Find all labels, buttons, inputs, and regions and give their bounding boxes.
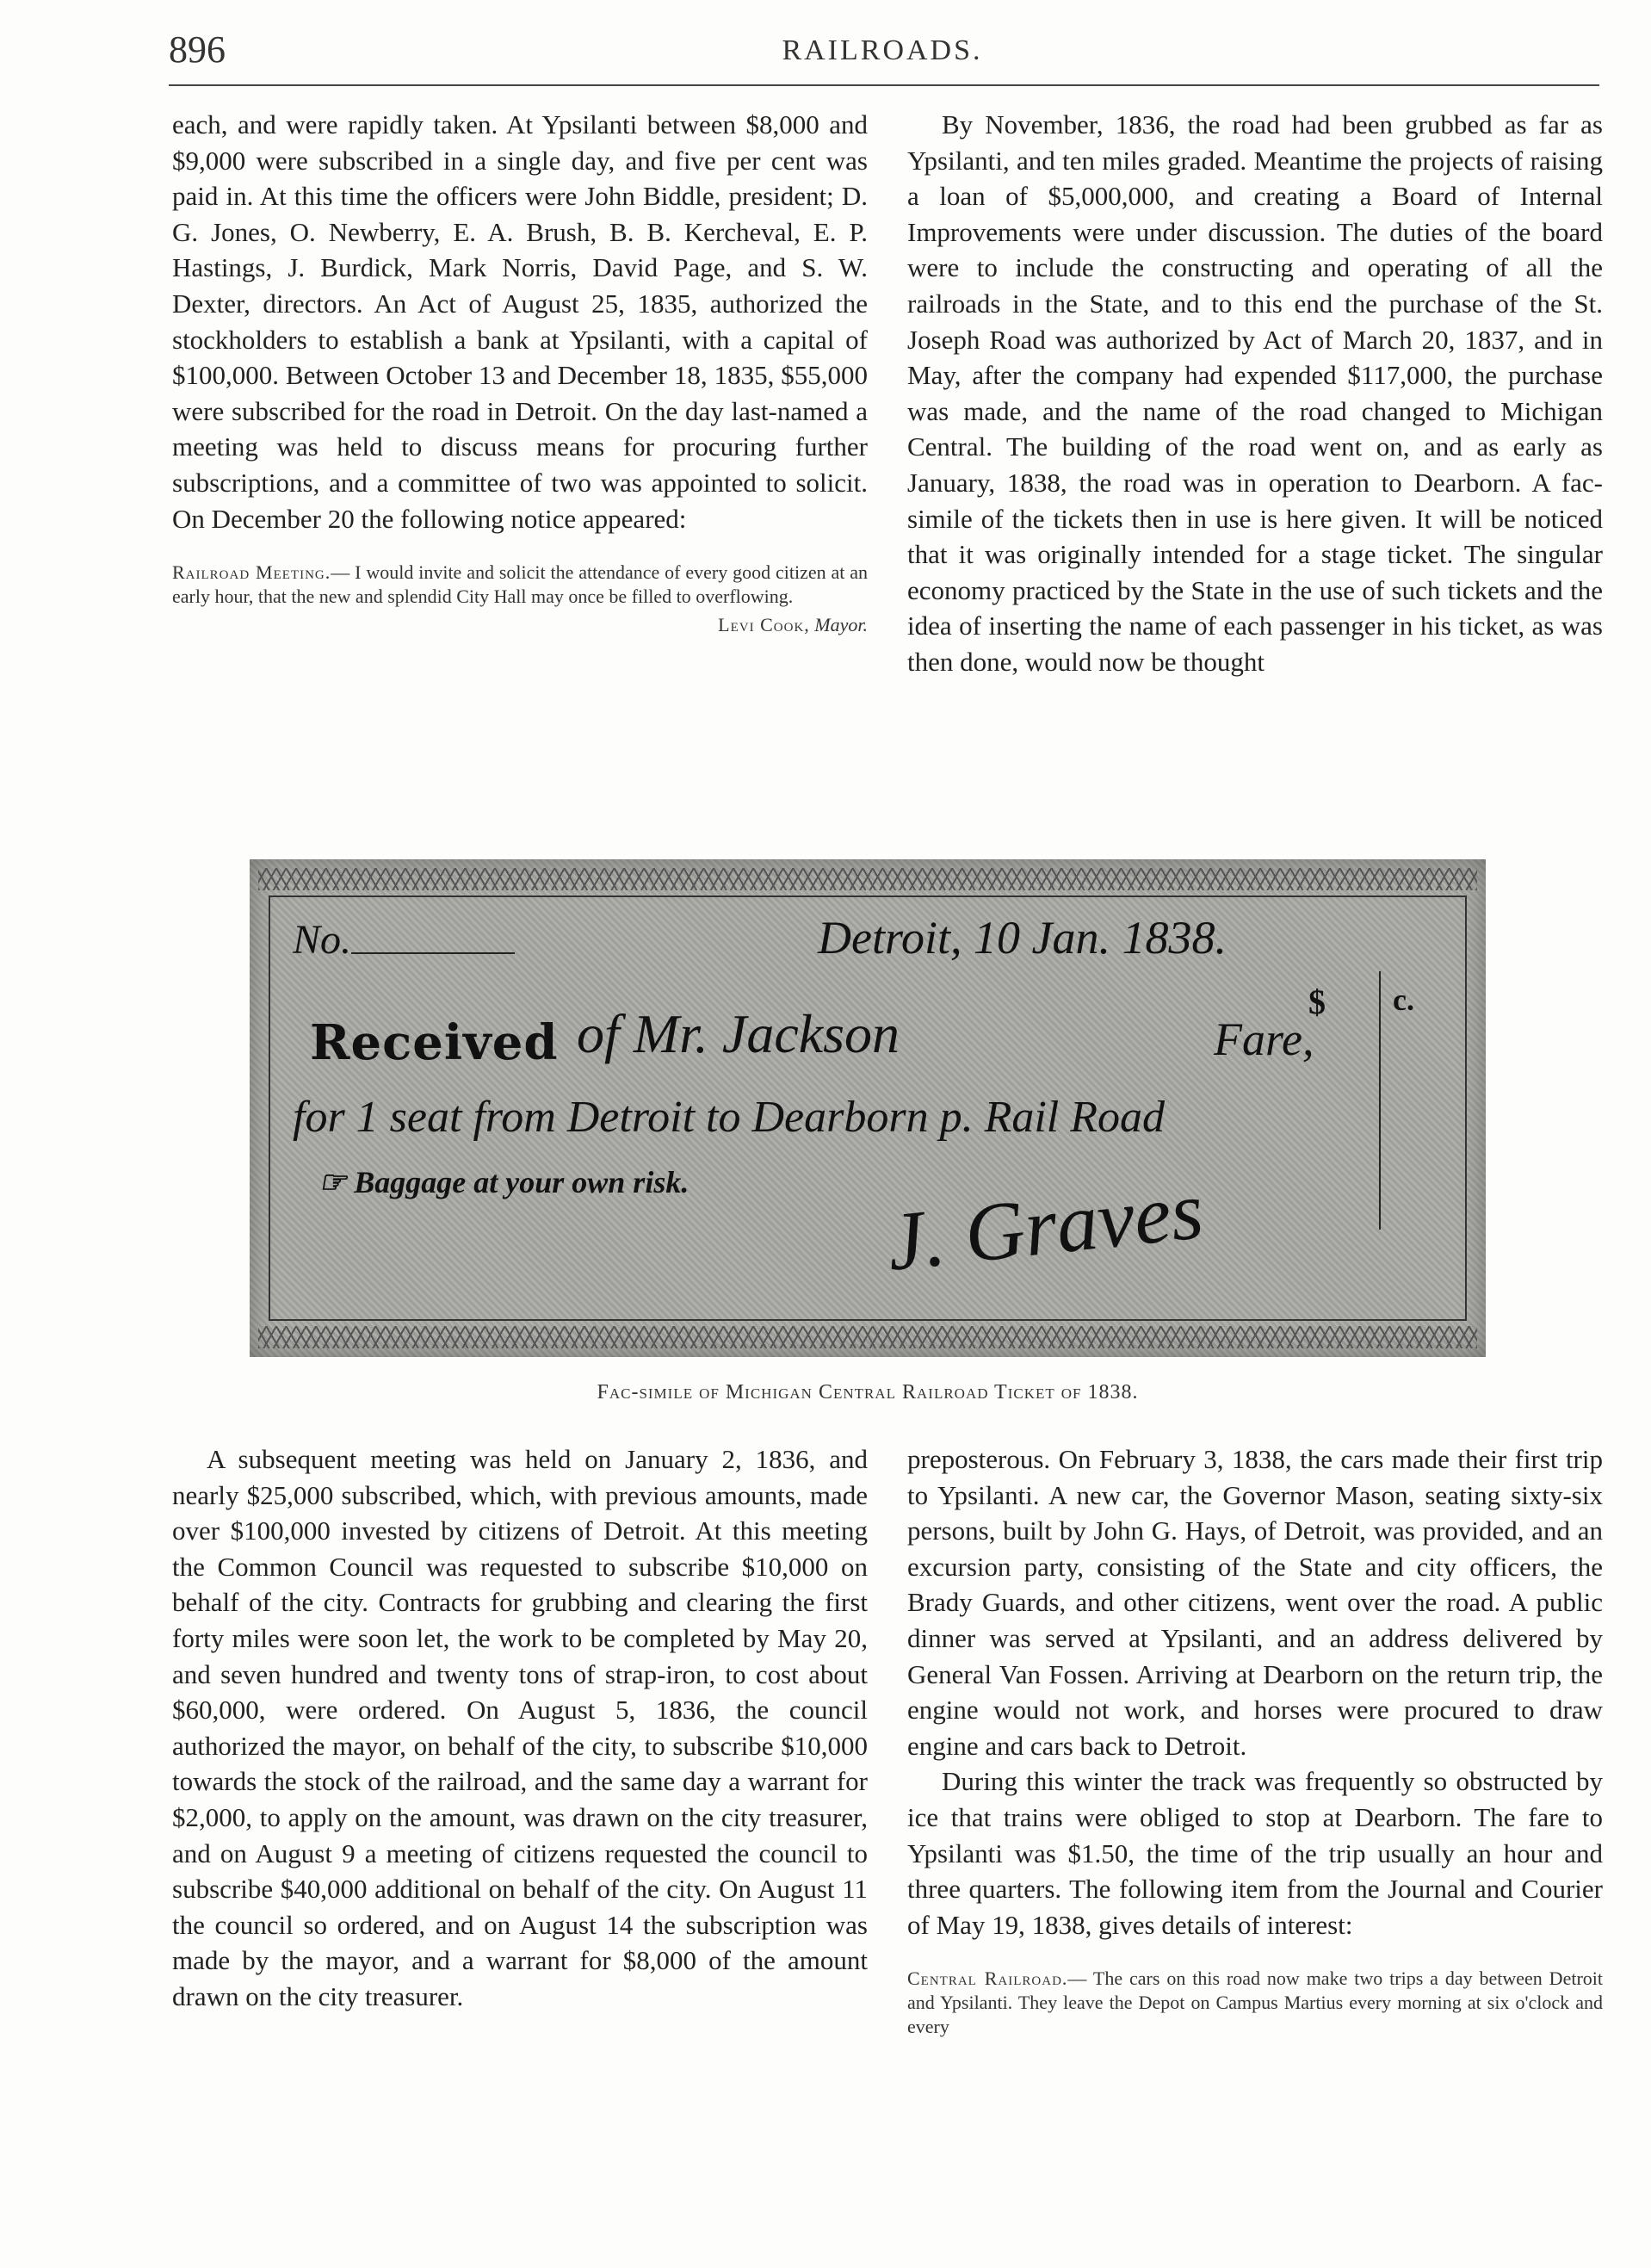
ticket-route: for 1 seat from Detroit to Dearborn p. Rail Road: [293, 1093, 1166, 1142]
notice-signature: [172, 614, 868, 636]
running-title: RAILROADS.: [782, 34, 983, 66]
body-paragraph: A subsequent meeting was held on January 2, 1836, and nearly $25,000 subscribed, which, with previous amounts, made over $100,000 invested by citizens of Detroit. At this meeting the Common Council was requested to subscribe $10,000 on behalf of the city. Contracts for grubbing and clearing the first forty miles were soon let, the work to be completed by May 20, and seven hundred and twenty tons of strap-iron, to cost about $60,000, were ordered. On August 5, 1836, the council authorized the mayor, on behalf of the city, to subscribe $10,000 towards the stock of the railroad, and the same day a warrant for $2,000, to apply on the amount, was drawn on the city treasurer, and on August 9 a meeting of citizens requested the council to subscribe $40,000 additional on behalf of the city. On August 11 the council so ordered, and on August 14 the subscription was made by the mayor, and a warrant for $8,000 of the amount drawn on the city treasurer.: [172, 1444, 868, 2011]
ticket-cents-label: c.: [1393, 982, 1414, 1017]
ticket-fare-label: Fare,: [1214, 1013, 1314, 1065]
body-paragraph: By November, 1836, the road had been grubbed as far as Ypsilanti, and ten miles graded. Meantime the projects of raising a loan of $5,000,000, and creating a Board of Internal Improvements were under discussion. The duties of the board were to include the constructing and operating of all the railroads in the State, and to this end the purchase of the St. Joseph Road was authorized by Act of March 20, 1837, and in May, after the company had expended $117,000, the purchase was made, and the name of the road changed to Michigan Central. The building of the road went on, and as early as January, 1838, the road was in operation to Dearborn. A fac-simile of the tickets then in use is here given. It will be noticed that it was originally intended for a stage ticket. The singular economy practiced by the State in the use of such tickets and the idea of inserting the name of each passenger in his ticket, as was then done, would now be thought: [907, 109, 1603, 677]
ticket-received-label: Received: [310, 1014, 559, 1071]
body-paragraph: During this winter the track was frequently so obstructed by ice that trains were obliged to stop at Dearborn. The fare to Ypsilanti was $1.50, the time of the trip usually an hour and three quarters. The following item from the Journal and Courier of May 19, 1838, gives details of interest:: [907, 1766, 1603, 1940]
ticket-passenger-name: of Mr. Jackson: [577, 1003, 900, 1064]
page-header: [169, 24, 1596, 76]
figure-caption: Fac-simile of Michigan Central Railroad Ticket of 1838.: [597, 1381, 1139, 1404]
ticket-signature: J. Graves: [882, 1163, 1208, 1288]
notice-signer: Levi Cook,: [718, 614, 810, 636]
notice-text: — I would invite and solicit the attendance of every good citizen at an early hour, that the new and splendid City Hall may once be filled to overflowing.: [172, 561, 868, 608]
notice-signer-title: Mayor.: [814, 614, 868, 636]
item-lead: Central Railroad.: [907, 1967, 1068, 1990]
ticket-figure: [250, 859, 1486, 1357]
body-paragraph: each, and were rapidly taken. At Ypsilanti between $8,000 and $9,000 were subscribed in a single day, and five per cent was paid in. At this time the officers were John Biddle, president; D. G. Jones, O. Newberry, E. A. Brush, B. B. Kercheval, E. P. Hastings, J. Burdick, Mark Norris, David Page, and S. W. Dexter, directors. An Act of August 25, 1835, authorized the stockholders to establish a bank at Ypsilanti, with a capital of $100,000. Between October 13 and December 18, 1835, $55,000 were subscribed for the road in Detroit. On the day last-named a meeting was held to discuss means for procuring further subscriptions, and a committee of two was appointed to solicit. On December 20 the following notice appeared:: [172, 109, 868, 534]
notice-lead: Railroad Meeting.: [172, 561, 331, 584]
quoted-item: [907, 1967, 1603, 2039]
ticket-ornamental-border: [258, 868, 1477, 890]
right-column-bottom: [907, 1441, 1603, 2039]
body-paragraph: preposterous. On February 3, 1838, the cars made their first trip to Ypsilanti. A new car, the Governor Mason, seating sixty-six persons, built by John G. Hays, of Detroit, was provided, and an excursion party, consisting of the State and city officers, the Brady Guards, and other citizens, went over the road. A public dinner was served at Ypsilanti, and an address delivered by General Van Fossen. Arriving at Dearborn on the return trip, the engine would not work, and horses were procured to draw engine and cars back to Detroit.: [907, 1444, 1603, 1761]
ticket-place-date: Detroit, 10 Jan. 1838.: [818, 912, 1227, 964]
ticket-amount-divider: [1379, 971, 1381, 1230]
right-column-top: [907, 107, 1603, 680]
page-number: 896: [169, 28, 226, 71]
header-rule: [169, 84, 1599, 86]
left-column-top: [172, 107, 868, 636]
ticket-number-line: [351, 952, 515, 954]
ticket-baggage-notice: ☞ Baggage at your own risk.: [318, 1165, 689, 1199]
item-text: — The cars on this road now make two trips a day between Detroit and Ypsilanti. They leave the Depot on Campus Martius every morning at six o'clock and every: [907, 1967, 1603, 2038]
left-column-bottom: [172, 1441, 868, 2015]
ticket-facsimile-image: [250, 859, 1486, 1357]
ticket-dollar-sign: $: [1308, 982, 1326, 1021]
ticket-ornamental-border: [258, 1326, 1477, 1348]
ticket-number-label: No.: [293, 917, 352, 963]
quoted-notice: [172, 561, 868, 609]
